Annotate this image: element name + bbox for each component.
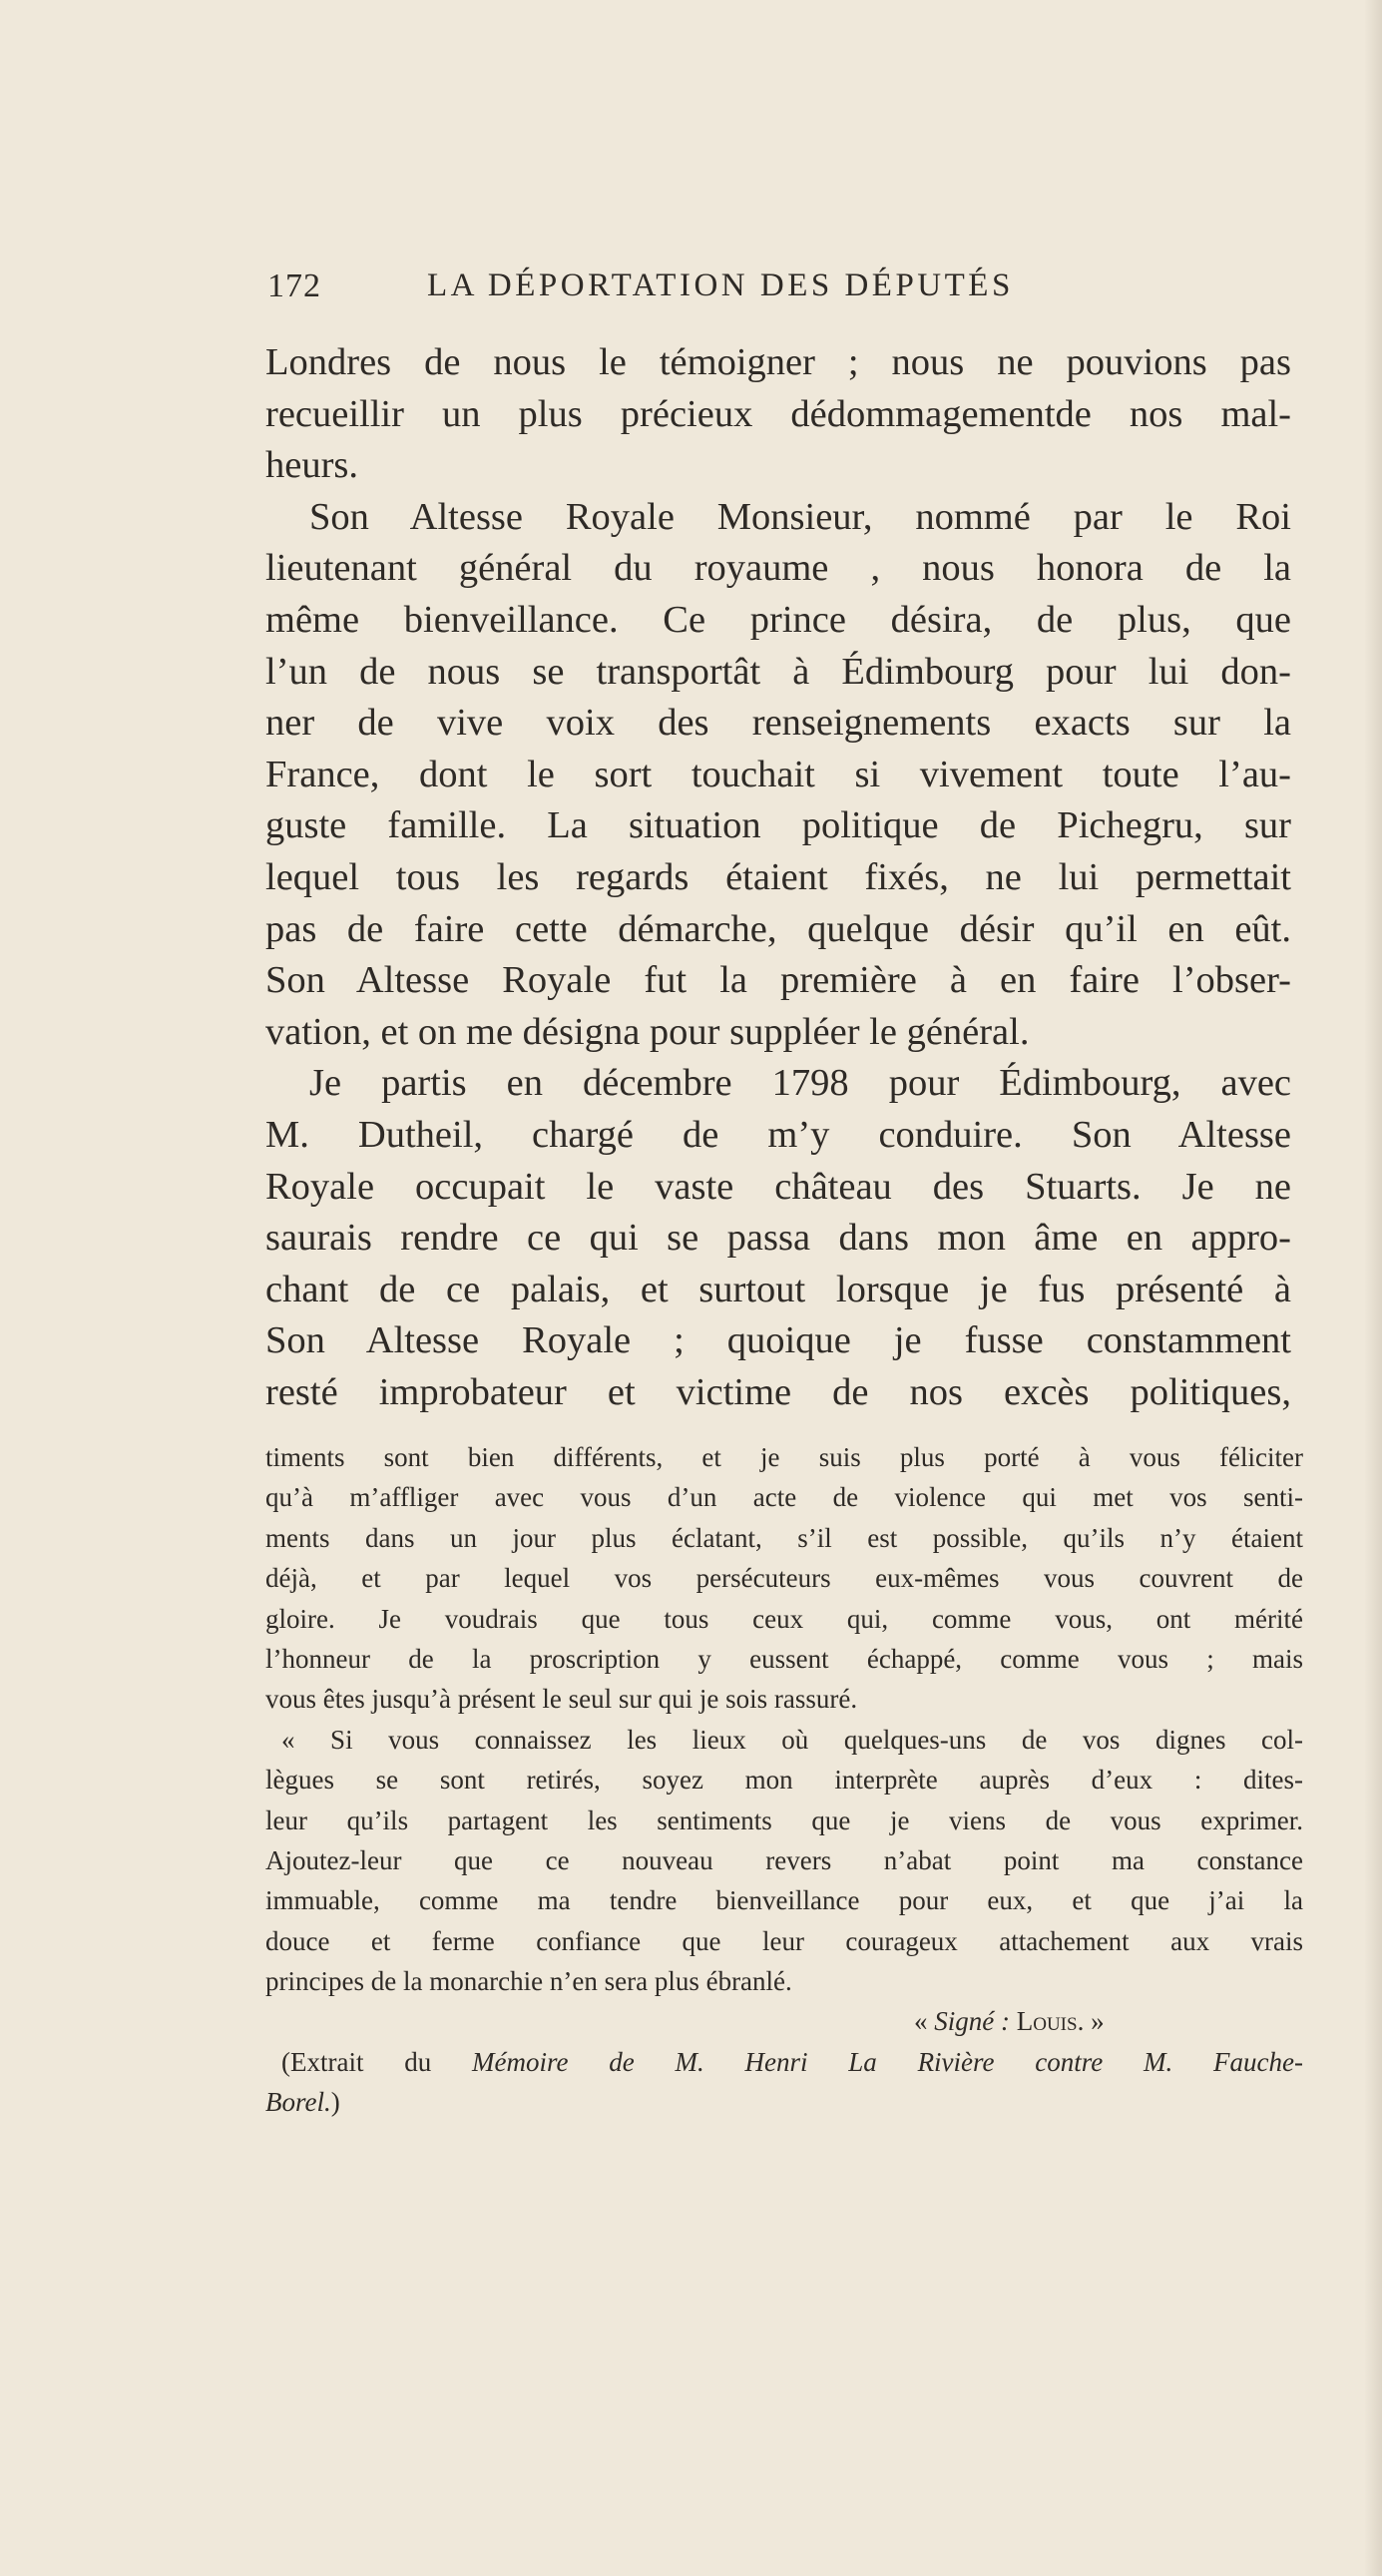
- signature-signe: Signé :: [934, 2006, 1010, 2037]
- footnote-line: « Si vous connaissez les lieux où quelques-uns de vos dignes col-: [281, 1724, 1303, 1755]
- text-line: lieutenant général du royaume , nous honora de la: [265, 547, 1291, 590]
- main-text: [265, 337, 1291, 1418]
- footnote-line: vous êtes jusqu’à présent le seul sur qui je sois rassuré.: [265, 1684, 858, 1715]
- text-line: Je partis en décembre 1798 pour Édimbourg, avec: [309, 1062, 1291, 1105]
- footnote-line: lègues se sont retirés, soyez mon interprète auprès d’eux : dites-: [265, 1765, 1303, 1796]
- text-line: Son Altesse Royale ; quoique je fusse constamment: [265, 1319, 1291, 1362]
- text-line: M. Dutheil, chargé de m’y conduire. Son Altesse: [265, 1113, 1291, 1156]
- source-prefix: (Extrait du: [281, 2046, 473, 2077]
- source-title-end: Borel.: [265, 2087, 331, 2118]
- signature-close-quote: »: [1084, 2006, 1105, 2037]
- text-line: guste famille. La situation politique de Pichegru, sur: [265, 804, 1291, 847]
- page-edge-shadow: [1364, 0, 1382, 2576]
- signature-name: Louis.: [1016, 2006, 1085, 2037]
- footnote-line: Ajoutez-leur que ce nouveau revers n’abat point ma constance: [265, 1844, 1303, 1875]
- text-line: Son Altesse Royale fut la première à en faire l’obser-: [265, 959, 1291, 1002]
- text-line: heurs.: [265, 444, 359, 487]
- footnote-line: qu’à m’affliger avec vous d’un acte de violence qui met vos senti-: [265, 1482, 1303, 1513]
- signature-line: [265, 2001, 1303, 2041]
- text-line: resté improbateur et victime de nos excès politiques,: [265, 1370, 1291, 1413]
- signature-open-quote: «: [914, 2006, 935, 2037]
- text-line: Royale occupait le vaste château des Stuarts. Je ne: [265, 1165, 1291, 1208]
- source-line: [265, 2042, 1303, 2082]
- footnote-line: principes de la monarchie n’en sera plus ébranlé.: [265, 1966, 792, 1997]
- text-line: France, dont le sort touchait si vivement toute l’au-: [265, 753, 1291, 795]
- text-line: saurais rendre ce qui se passa dans mon âme en appro-: [265, 1217, 1291, 1260]
- text-line: recueillir un plus précieux dédommagementde nos mal-: [265, 392, 1291, 435]
- page-header: [267, 267, 1155, 317]
- text-line: l’un de nous se transportât à Édimbourg pour lui don-: [265, 650, 1291, 693]
- source-suffix: ): [330, 2087, 340, 2118]
- footnote-line: leur qu’ils partagent les sentiments que je viens de vous exprimer.: [265, 1804, 1303, 1835]
- text-line: vation, et on me désigna pour suppléer le général.: [265, 1010, 1030, 1053]
- source-title: Mémoire de M. Henri La Rivière contre M. Fauche-: [472, 2046, 1303, 2077]
- text-line: même bienveillance. Ce prince désira, de plus, que: [265, 598, 1291, 641]
- footnote-line: l’honneur de la proscription y eussent échappé, comme vous ; mais: [265, 1643, 1303, 1674]
- text-line: pas de faire cette démarche, quelque désir qu’il en eût.: [265, 907, 1291, 950]
- page-number: 172: [267, 267, 321, 304]
- footnote-line: douce et ferme confiance que leur courageux attachement aux vrais: [265, 1925, 1303, 1956]
- footnote-line: ments dans un jour plus éclatant, s’il est possible, qu’ils n’y étaient: [265, 1522, 1303, 1553]
- text-line: Son Altesse Royale Monsieur, nommé par le Roi: [309, 495, 1291, 538]
- text-line: Londres de nous le témoigner ; nous ne pouvions pas: [265, 341, 1291, 383]
- text-line: lequel tous les regards étaient fixés, ne lui permettait: [265, 855, 1291, 898]
- footnote-line: gloire. Je voudrais que tous ceux qui, comme vous, ont mérité: [265, 1603, 1303, 1634]
- text-line: chant de ce palais, et surtout lorsque je fus présenté à: [265, 1268, 1291, 1310]
- footnote-line: déjà, et par lequel vos persécuteurs eux-mêmes vous couvrent de: [265, 1563, 1303, 1594]
- running-title: LA DÉPORTATION DES DÉPUTÉS: [427, 267, 1014, 303]
- footnote-line: timents sont bien différents, et je suis plus porté à vous féliciter: [265, 1442, 1303, 1472]
- source-line-end: [265, 2082, 1303, 2122]
- text-line: ner de vive voix des renseignements exacts sur la: [265, 702, 1291, 745]
- footnote-line: immuable, comme ma tendre bienveillance pour eux, et que j’ai la: [265, 1885, 1303, 1916]
- footnote: [265, 1437, 1303, 2123]
